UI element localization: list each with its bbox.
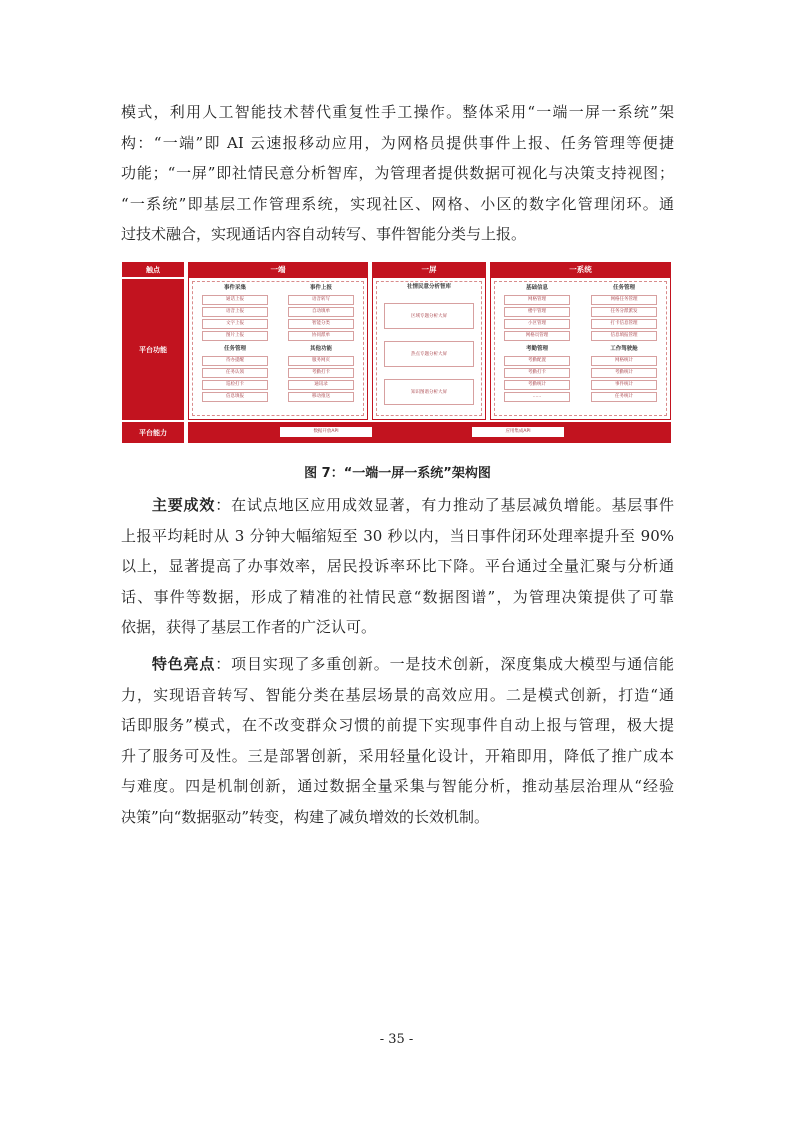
- lead-heading: 主要成效: [151, 496, 216, 514]
- section-head: 考勤管理: [525, 346, 548, 352]
- feature-item: 任务分派派发: [591, 307, 657, 317]
- screen-group-title: 一屏: [372, 262, 486, 277]
- section-head: 基础信息: [525, 285, 548, 291]
- system-group: [490, 262, 671, 420]
- dashboard-item: 知识图谱分析大屏: [384, 379, 474, 405]
- page-number: - 35 -: [379, 1032, 414, 1047]
- feature-item: 网格管理: [504, 295, 570, 305]
- feature-item: 服务网页: [288, 356, 354, 366]
- architecture-figure: [122, 262, 671, 445]
- text-line: 决策”向“数据驱动”转变，构建了减负增效的长效机制。: [121, 807, 490, 826]
- feature-item: 考勤统计: [504, 380, 570, 390]
- feature-item: 考勤打卡: [288, 368, 354, 378]
- feature-item: 任务认领: [202, 368, 268, 378]
- feature-item: 网格员管理: [504, 331, 570, 341]
- feature-item: 巡检打卡: [202, 380, 268, 390]
- feature-item: 智能分类: [288, 319, 354, 329]
- screen-group-body: [372, 277, 486, 420]
- text-line: 上报平均耗时从 3 分钟大幅缩短至 30 秒以内，当日事件闭环处理率提升至 90%: [121, 526, 674, 545]
- section-head: 事件采集: [223, 285, 246, 291]
- section-head: 任务管理: [612, 285, 635, 291]
- system-group-title: 一系统: [490, 262, 671, 277]
- feature-item: ......: [504, 392, 570, 402]
- terminal-group-title: 一端: [188, 262, 368, 277]
- screen-col: [379, 284, 479, 417]
- feature-item: 考勤打卡: [504, 368, 570, 378]
- feature-item: 任务统计: [591, 392, 657, 402]
- system-col2: [584, 284, 664, 402]
- text-line: 与难度。四是机制创新，通过数据全量采集与智能分析，推动基层治理从“经验: [121, 777, 674, 795]
- section-head: 其他功能: [309, 346, 332, 352]
- intro-paragraph: [121, 97, 674, 250]
- text-line: 以上，显著提高了办事效率，居民投诉率环比下降。平台通过全量汇聚与分析通: [121, 557, 674, 575]
- text-line: 功能；“一屏”即社情民意分析智库，为管理者提供数据可视化与决策支持视图；: [121, 164, 674, 182]
- text-line: [121, 490, 674, 521]
- feature-item: 移动推送: [288, 392, 354, 402]
- feature-item: 文字上报: [202, 319, 268, 329]
- section-head: 社情民意分析智库: [406, 284, 451, 290]
- feature-item: 网格任务管理: [591, 295, 657, 305]
- feature-item: 通讯录: [288, 380, 354, 390]
- system-group-body: [490, 277, 671, 420]
- feature-item: 楼宇管理: [504, 307, 570, 317]
- text-line: [121, 649, 674, 680]
- feature-item: 信息填报: [202, 392, 268, 402]
- text-line: 构：“一端”即 AI 云速报移动应用，为网格员提供事件上报、任务管理等便捷: [121, 133, 674, 152]
- feature-item: 网格统计: [591, 356, 657, 366]
- text-line: 模式，利用人工智能技术替代重复性手工操作。整体采用“一端一屏一系统”架: [121, 103, 674, 121]
- feature-item: 通话上报: [202, 295, 268, 305]
- text-line: 话、事件等数据，形成了精准的社情民意“数据图谱”，为管理决策提供了可靠: [121, 587, 674, 606]
- text-line: 话即服务”模式，在不改变群众习惯的前提下实现事件自动上报与管理，极大提: [121, 716, 674, 734]
- feature-item: 图片上报: [202, 331, 268, 341]
- results-paragraph: [121, 490, 674, 643]
- feature-item: 自动填单: [288, 307, 354, 317]
- text-line: 升了服务可及性。三是部署创新，采用轻量化设计，开箱即用，降低了推广成本: [121, 746, 674, 765]
- feature-item: 打卡信息管理: [591, 319, 657, 329]
- terminal-col2: [281, 284, 361, 402]
- text-line: 依据，获得了基层工作者的广泛认可。: [121, 618, 377, 636]
- feature-item: 考勤统计: [591, 368, 657, 378]
- row-label-touchpoint: 触点: [122, 262, 184, 277]
- capability-item: 数据开放API: [280, 427, 372, 437]
- feature-item: 待办提醒: [202, 356, 268, 366]
- text-line: “一系统”即基层工作管理系统，实现社区、网格、小区的数字化管理闭环。通: [121, 194, 674, 213]
- section-head: 工作驾驶舱: [610, 346, 638, 352]
- section-head: 事件上报: [309, 285, 332, 291]
- row-label-capability: 平台能力: [122, 422, 184, 443]
- text-line: 过技术融合，实现通话内容自动转写、事件智能分类与上报。: [121, 225, 527, 243]
- text-run: ：在试点地区应用成效显著，有力推动了基层减负增能。基层事件: [215, 496, 674, 514]
- feature-item: 考勤配置: [504, 356, 570, 366]
- section-head: 任务管理: [223, 346, 246, 352]
- feature-item: 事件统计: [591, 380, 657, 390]
- text-line: 力，实现语音转写、智能分类在基层场景的高效应用。二是模式创新，打造“通: [121, 685, 674, 704]
- row-label-function: 平台功能: [122, 279, 184, 420]
- feature-item: 语音上报: [202, 307, 268, 317]
- dashboard-item: 热点专题分析大屏: [384, 341, 474, 367]
- lead-heading: 特色亮点: [151, 655, 216, 673]
- terminal-group: [188, 262, 368, 420]
- feature-item: 协同派单: [288, 331, 354, 341]
- text-run: ：项目实现了多重创新。一是技术创新，深度集成大模型与通信能: [215, 655, 674, 673]
- terminal-group-body: [188, 277, 368, 420]
- dashboard-item: 区域专题分析大屏: [384, 303, 474, 329]
- system-col1: [497, 284, 577, 402]
- feature-item: 语音转写: [288, 295, 354, 305]
- highlights-paragraph: [121, 649, 674, 832]
- screen-group: [372, 262, 486, 420]
- figure-caption: 图 7：“一端一屏一系统”架构图: [304, 466, 491, 481]
- feature-item: 小区管理: [504, 319, 570, 329]
- capability-item: 应用集成API: [472, 427, 564, 437]
- capability-bar: [188, 422, 671, 443]
- terminal-col1: [195, 284, 275, 402]
- feature-item: 信息填报管理: [591, 331, 657, 341]
